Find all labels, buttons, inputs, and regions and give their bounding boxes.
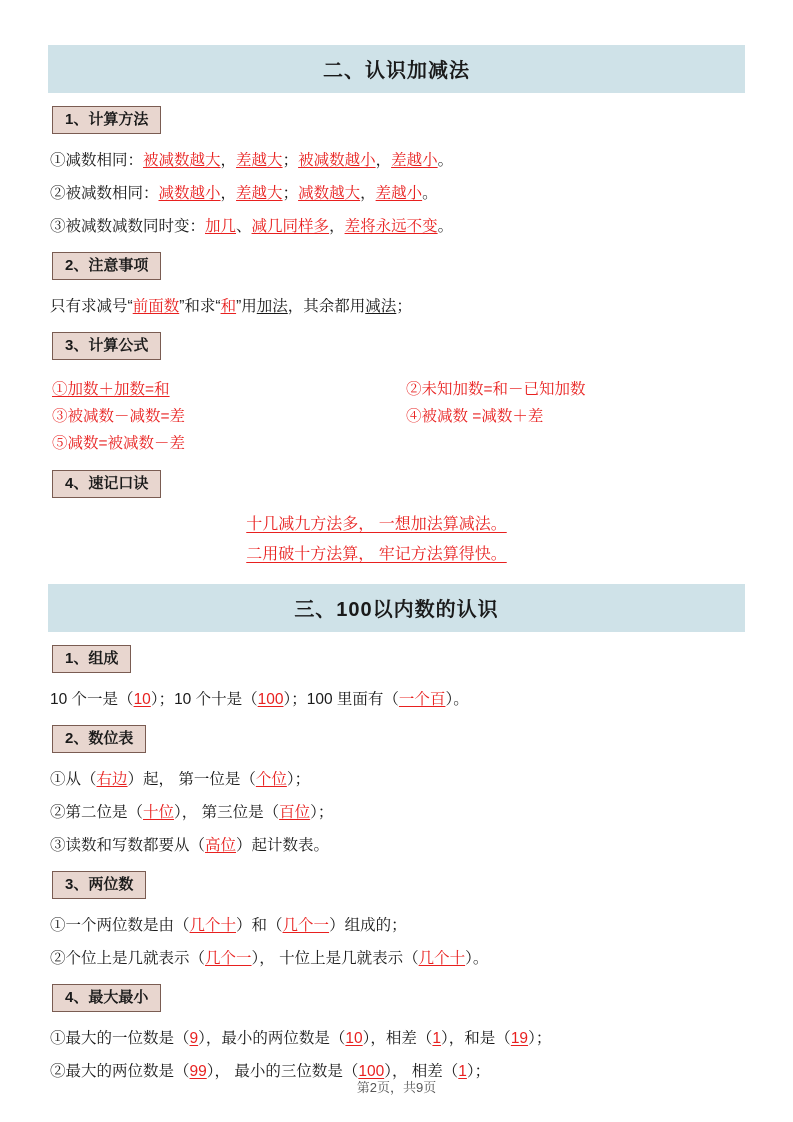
- mm1-d: ），和是（: [441, 1029, 511, 1047]
- method-line-2-term-1: 减数越小: [158, 185, 221, 203]
- subheading-formulas: 3、计算公式: [52, 332, 161, 360]
- method-line-1-term-1: 被减数越大: [143, 152, 221, 169]
- method-line-2-term-3: 减数越大: [298, 185, 361, 203]
- composition-a: 10 个一是（: [50, 690, 134, 708]
- sep: 。: [437, 152, 454, 169]
- formula-blank: [388, 430, 745, 457]
- composition-value-1: 10: [133, 690, 151, 708]
- section-title-bar-2: 二、认识加减法: [48, 45, 745, 93]
- mm2-value-3: 1: [458, 1062, 467, 1080]
- pv1-value-2: 个位: [255, 770, 287, 788]
- formula-2: ②未知加数=和－已知加数: [406, 381, 586, 399]
- sep: 。: [422, 185, 438, 203]
- pv3-a: ③读数和写数都要从（: [50, 836, 206, 854]
- pv2-a: ②第二位是（: [50, 803, 144, 821]
- two-digit-line-1: [50, 914, 745, 938]
- method-line-2-prefix: ②被减数相同：: [50, 185, 159, 203]
- method-line-1-term-4: 差越小: [391, 152, 438, 169]
- mm2-a: ②最大的两位数是（: [50, 1062, 190, 1080]
- composition-value-3: 一个百: [398, 690, 446, 708]
- place-value-line-1: [50, 768, 745, 792]
- formula-3: ③被减数－减数=差: [52, 408, 186, 426]
- quote-open: “: [127, 298, 133, 316]
- subheading-place-value-table: 2、数位表: [52, 725, 146, 753]
- page-footer: 第2页，共9页: [356, 1080, 437, 1095]
- subheading-notes: 2、注意事项: [52, 252, 161, 280]
- two-digit-line-2: [50, 947, 745, 971]
- pv2-b: ）， 第三位是（: [174, 803, 280, 821]
- mm2-d: ）；: [466, 1062, 491, 1080]
- mm1-b: ），最小的两位数是（: [198, 1029, 346, 1047]
- mm2-value-1: 99: [189, 1062, 207, 1080]
- place-value-line-2: [50, 801, 745, 825]
- method-line-2: [50, 182, 745, 206]
- method-line-3-term-1: 加几: [205, 218, 237, 236]
- td2-a: ②个位上是几就表示（: [50, 949, 206, 967]
- pv1-a: ①从（: [50, 770, 97, 788]
- td2-b: ）， 十位上是几就表示（: [251, 949, 419, 967]
- td1-c: ）组成的；: [329, 916, 407, 934]
- pv2-value-2: 百位: [279, 803, 311, 821]
- notes-mid-2: 用: [241, 298, 257, 316]
- sep: ；: [282, 185, 299, 203]
- td1-b: ）和（: [236, 916, 283, 934]
- formula-4: ④被减数 =减数＋差: [406, 408, 544, 426]
- td1-value-2: 几个一: [282, 916, 330, 934]
- pv2-c: ）；: [310, 803, 334, 821]
- subheading-max-min: 4、最大最小: [52, 984, 161, 1012]
- sep: 。: [437, 218, 454, 236]
- sep: 、: [236, 218, 252, 236]
- td1-value-1: 几个十: [189, 916, 237, 934]
- notes-mid-3: ，其余都用: [287, 298, 366, 316]
- method-line-3-term-2: 减几同样多: [251, 218, 330, 236]
- method-line-3: [50, 215, 745, 239]
- mm2-b: ）， 最小的三位数是（: [206, 1062, 359, 1080]
- composition-b: ）；10 个十是（: [150, 690, 258, 708]
- pv3-b: ）起计数表。: [236, 836, 330, 854]
- pv1-b: ）起， 第一位是（: [127, 770, 256, 788]
- mm1-e: ）；: [528, 1029, 552, 1047]
- method-line-2-term-2: 差越大: [236, 185, 283, 203]
- formula-1: ①加数＋加数=和: [52, 381, 170, 399]
- mm1-value-1: 9: [189, 1029, 199, 1047]
- method-line-3-term-3: 差将永远不变: [344, 218, 438, 236]
- composition-d: ）。: [445, 690, 469, 708]
- method-line-1-prefix: ①减数相同：: [50, 152, 144, 169]
- notes-line: [50, 295, 745, 319]
- mm1-a: ①最大的一位数是（: [50, 1029, 190, 1047]
- formula-5: ⑤减数=被减数－差: [52, 435, 186, 453]
- sep: ，: [220, 185, 237, 203]
- formula-row-1: [48, 376, 745, 403]
- subheading-calculation-method: 1、计算方法: [52, 106, 161, 134]
- mm2-value-2: 100: [358, 1062, 385, 1080]
- formula-row-2: [48, 403, 745, 430]
- formula-grid: [48, 376, 745, 457]
- notes-term-2: 和: [220, 298, 237, 316]
- notes-end: ；: [396, 298, 412, 316]
- subheading-composition: 1、组成: [52, 645, 131, 673]
- pv1-c: ）；: [286, 770, 311, 788]
- pv1-value-1: 右边: [96, 770, 128, 788]
- td2-value-1: 几个一: [205, 949, 252, 967]
- method-line-3-prefix: ③被减数减数同时变：: [50, 218, 206, 236]
- td2-value-2: 几个十: [418, 949, 466, 967]
- section-title-bar-3: 三、100以内数的认识: [48, 584, 745, 632]
- composition-value-2: 100: [257, 690, 284, 708]
- notes-term-1: 前面数: [132, 298, 180, 316]
- mm1-value-2: 10: [345, 1029, 363, 1047]
- notes-term-4: 减法: [365, 298, 397, 316]
- notes-prefix: 只有求减号: [50, 298, 128, 316]
- mnemonic-line-1: 十几减九方法多， 一想加法算减法。: [246, 516, 507, 534]
- formula-row-3: [48, 430, 745, 457]
- sep: ，: [375, 152, 392, 169]
- quote-open-2: “: [215, 298, 221, 316]
- notes-term-3: 加法: [256, 298, 288, 316]
- quote-close-2: ”: [236, 298, 242, 316]
- composition-c: ）；100 里面有（: [283, 690, 399, 708]
- mnemonic-block: [48, 510, 745, 569]
- td1-a: ①一个两位数是由（: [50, 916, 190, 934]
- sep: ；: [282, 152, 299, 169]
- method-line-1-term-3: 被减数越小: [298, 152, 376, 169]
- max-min-line-1: [50, 1027, 745, 1051]
- mnemonic-line-2: 二用破十方法算， 牢记方法算得快。: [246, 546, 507, 564]
- mm2-c: ）， 相差（: [384, 1062, 459, 1080]
- pv3-value-1: 高位: [205, 836, 237, 854]
- subheading-mnemonic: 4、速记口诀: [52, 470, 161, 498]
- notes-mid: 和求: [184, 298, 216, 316]
- td2-c: ）。: [465, 949, 489, 967]
- mm1-value-3: 1: [432, 1029, 442, 1047]
- place-value-line-3: [50, 834, 745, 858]
- method-line-1-term-2: 差越大: [236, 152, 283, 169]
- method-line-2-term-4: 差越小: [375, 185, 423, 203]
- sep: ，: [220, 152, 237, 169]
- mm1-value-4: 19: [510, 1029, 529, 1047]
- mm1-c: ），相差（: [362, 1029, 433, 1047]
- method-line-1: [50, 149, 745, 173]
- composition-line: [50, 688, 745, 712]
- sep: ，: [360, 185, 376, 203]
- sep: ，: [329, 218, 345, 236]
- pv2-value-1: 十位: [143, 803, 175, 821]
- subheading-two-digit-numbers: 3、两位数: [52, 871, 146, 899]
- quote-close: ”: [179, 298, 185, 316]
